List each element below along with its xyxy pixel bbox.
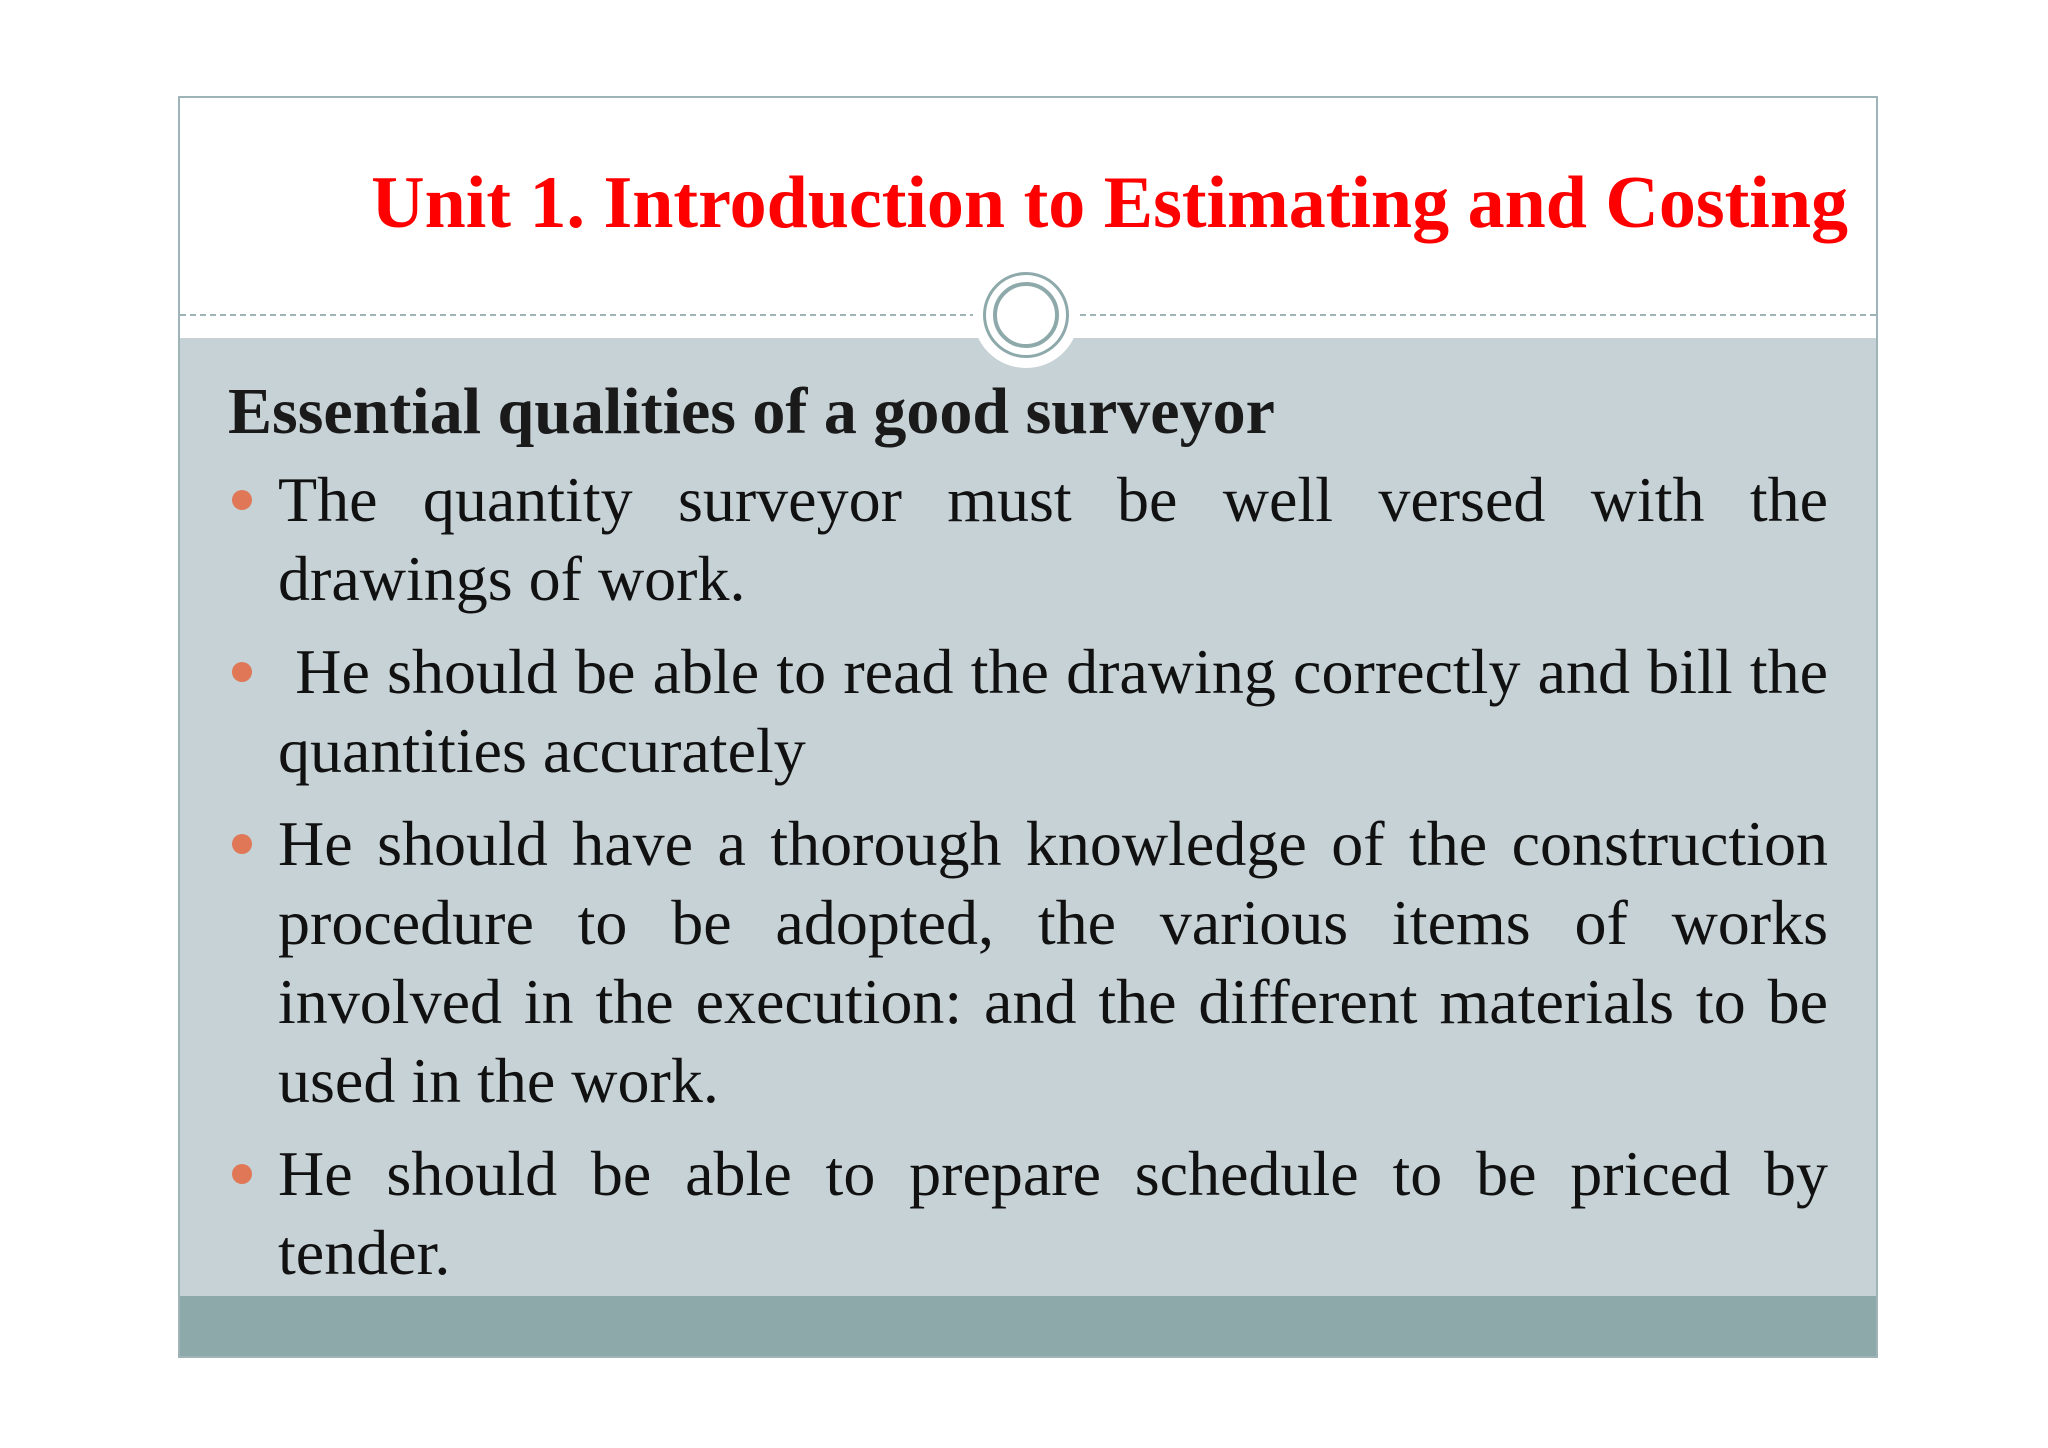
- round-bullet-icon: [232, 662, 252, 682]
- bullet-text: He should be able to read the drawing correctly and bill the quantities accurately: [278, 636, 1845, 786]
- double-ring-circle-icon: [973, 262, 1079, 368]
- bullet-text: He should have a thorough knowledge of the construction procedure to be adopted, the various items of works involved in the execution: and the different materials to be used in the work.: [278, 808, 1828, 1116]
- slide: [178, 96, 1878, 1358]
- round-bullet-icon: [232, 1164, 252, 1184]
- section-heading: Essential qualities of a good surveyor: [228, 375, 1275, 448]
- bullet-text: The quantity surveyor must be well versed with the drawings of work.: [278, 464, 1828, 614]
- list-item: [228, 460, 1828, 618]
- bullet-list: [228, 460, 1845, 1306]
- bullet-text: He should be able to prepare schedule to be priced by tender.: [278, 1138, 1828, 1288]
- list-item: [228, 1134, 1828, 1292]
- slide-title: Unit 1. Introduction to Estimating and Costing: [371, 162, 1848, 244]
- round-bullet-icon: [232, 490, 252, 510]
- list-item: [228, 804, 1828, 1120]
- round-bullet-icon: [232, 834, 252, 854]
- list-item: [228, 632, 1845, 790]
